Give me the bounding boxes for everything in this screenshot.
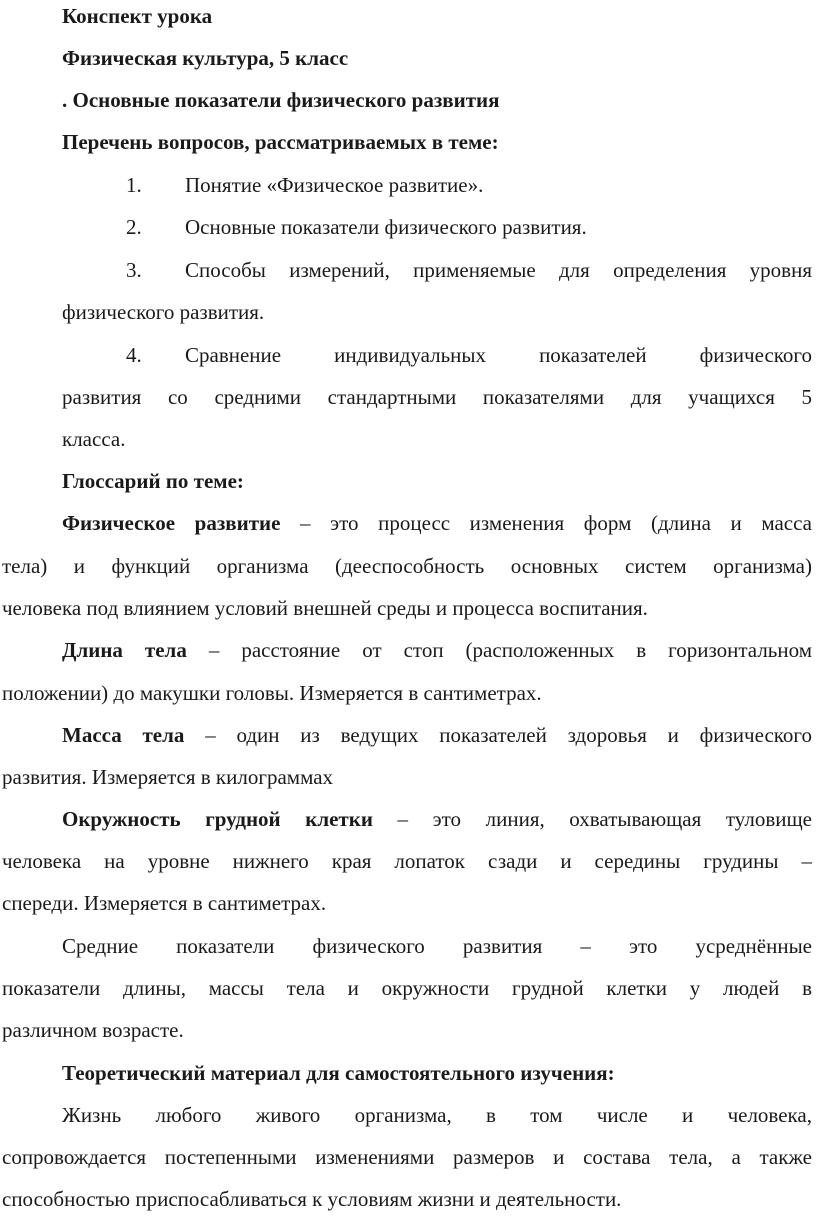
glossary-definition-cont: развития. Измеряется в килограммах: [2, 765, 334, 789]
list-text: Способы измерений, применяемые для определения уровня: [185, 258, 812, 282]
glossary-entry-physical-development: [62, 513, 812, 534]
theory-paragraph-cont: способностью приспосабливаться к условиям жизни и деятельности.: [2, 1187, 622, 1211]
glossary-definition: – один из ведущих показателей здоровья и физического: [184, 723, 812, 747]
glossary-definition-cont: тела) и функций организма (дееспособность основных систем организма): [2, 554, 812, 578]
glossary-definition: – расстояние от стоп (расположенных в горизонтальном: [186, 638, 812, 662]
list-number: 3.: [126, 258, 142, 282]
list-text: Сравнение индивидуальных показателей физического: [185, 343, 812, 367]
glossary-definition-cont: положении) до макушки головы. Измеряется в сантиметрах.: [2, 681, 542, 705]
list-text-cont: физического развития.: [62, 300, 265, 324]
glossary-definition: – это линия, охватывающая туловище: [372, 807, 812, 831]
paragraph-average: Средние показатели физического развития – это усреднённые: [62, 934, 812, 958]
list-number: 2.: [126, 215, 142, 239]
list-text-cont: класса.: [62, 427, 126, 451]
glossary-term: Физическое развитие: [62, 511, 281, 535]
paragraph-average-cont: показатели длины, массы тела и окружности грудной клетки у людей в: [2, 976, 812, 1000]
theory-paragraph: Жизнь любого живого организма, в том числе и человека,: [62, 1103, 812, 1127]
topic-line: . Основные показатели физического развития: [62, 88, 500, 112]
theory-heading: Теоретический материал для самостоятельного изучения:: [62, 1061, 615, 1085]
list-text: Понятие «Физическое развитие».: [185, 173, 484, 197]
glossary-heading: Глоссарий по теме:: [62, 469, 244, 493]
glossary-term: Окружность грудной клетки: [62, 807, 373, 831]
subject-line: Физическая культура, 5 класс: [62, 46, 349, 70]
list-text: Основные показатели физического развития.: [185, 215, 587, 239]
glossary-entry-body-length: [62, 640, 812, 661]
page-title: Конспект урока: [62, 4, 213, 28]
questions-heading: Перечень вопросов, рассматриваемых в теме:: [62, 130, 499, 154]
glossary-entry-body-mass: [62, 725, 812, 746]
glossary-definition-cont: человека под влиянием условий внешней среды и процесса воспитания.: [2, 596, 648, 620]
glossary-term: Длина тела: [62, 638, 187, 662]
glossary-definition: – это процесс изменения форм (длина и масса: [280, 511, 813, 535]
glossary-term: Масса тела: [62, 723, 185, 747]
list-number: 4.: [126, 343, 142, 367]
glossary-definition-cont: человека на уровне нижнего края лопаток сзади и середины грудины –: [2, 849, 812, 873]
glossary-entry-chest: [62, 809, 812, 830]
list-number: 1.: [126, 173, 142, 197]
list-text-cont: развития со средними стандартными показателями для учащихся 5: [62, 385, 812, 409]
glossary-definition-cont: спереди. Измеряется в сантиметрах.: [2, 891, 327, 915]
paragraph-average-cont: различном возрасте.: [2, 1018, 184, 1042]
theory-paragraph-cont: сопровождается постепенными изменениями размеров и состава тела, а также: [2, 1145, 812, 1169]
